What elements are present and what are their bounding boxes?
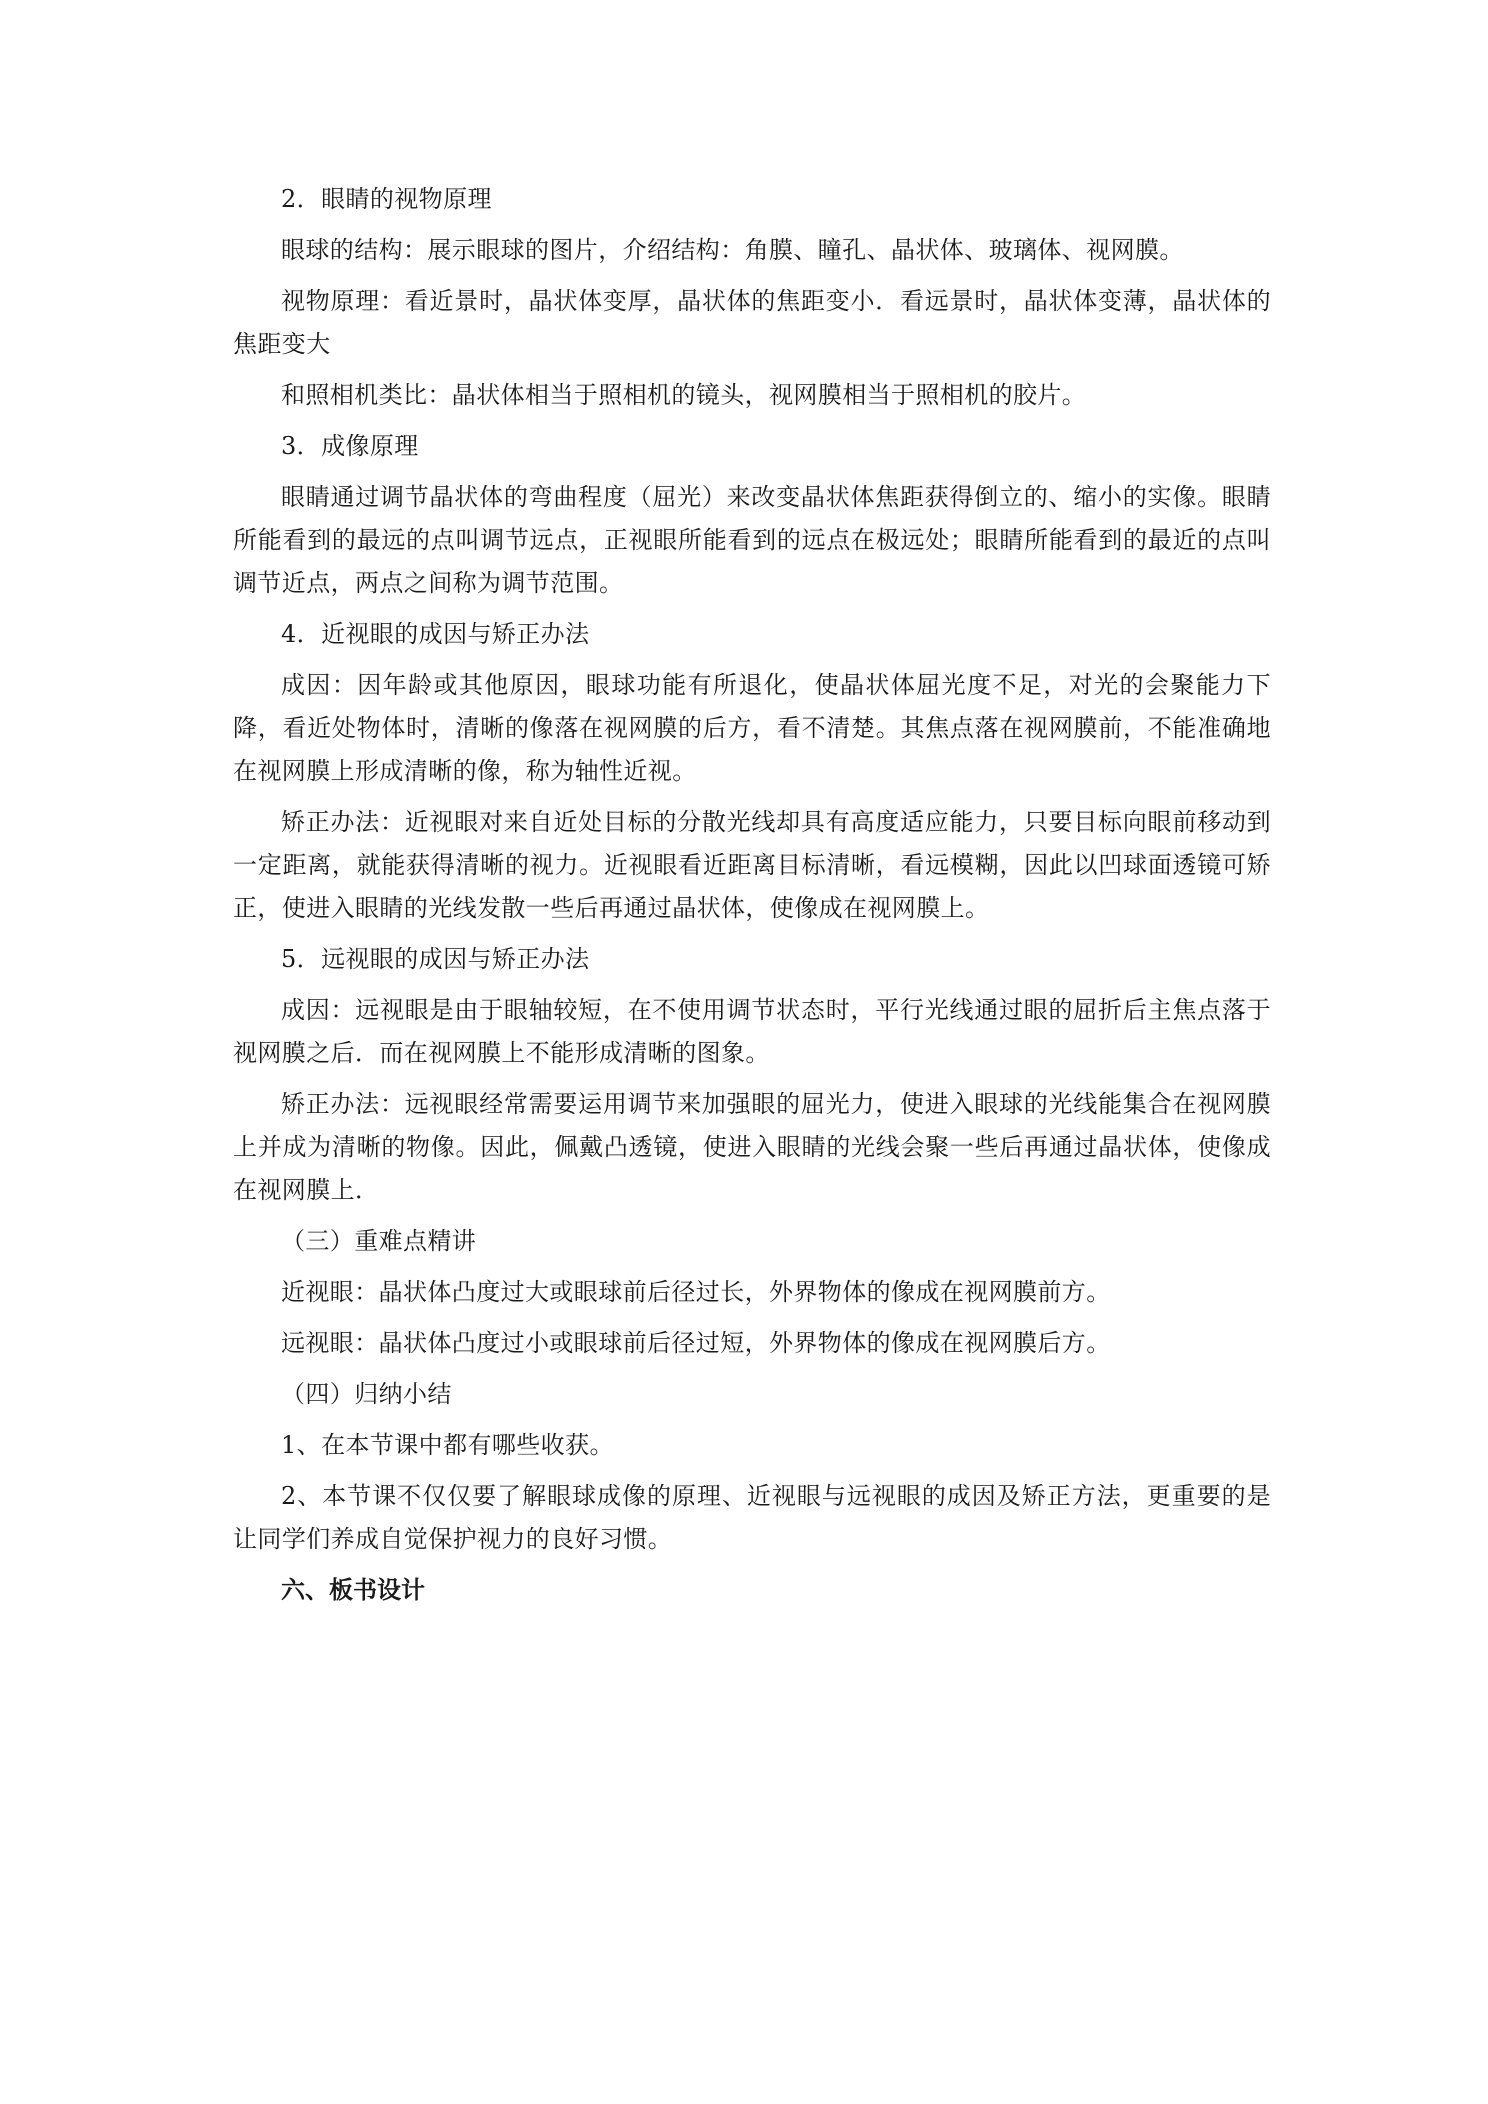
paragraph-eyeball-structure: 眼球的结构：展示眼球的图片，介绍结构：角膜、瞳孔、晶状体、玻璃体、视网膜。 xyxy=(281,236,1184,264)
paragraph-camera-analogy: 和照相机类比：晶状体相当于照相机的镜头，视网膜相当于照相机的胶片。 xyxy=(281,381,1087,409)
subheading-eye-vision-principle: 2．眼睛的视物原理 xyxy=(281,185,492,213)
paragraph-imaging-principle: 眼睛通过调节晶状体的弯曲程度（屈光）来改变晶状体焦距获得倒立的、缩小的实像。眼睛所能看到的最远的点叫调节远点，正视眼所能看到的远点在极远处；眼睛所能看到的最近的点叫调节近点，两点之间称为调节范围。 xyxy=(233,483,1271,597)
paragraph-hyperopia-cause: 成因：远视眼是由于眼轴较短，在不使用调节状态时，平行光线通过眼的屈折后主焦点落于视网膜之后．而在视网膜上不能形成清晰的图象。 xyxy=(233,996,1271,1067)
paragraph-summary-1: 1、在本节课中都有哪些收获。 xyxy=(281,1431,614,1459)
paragraph-myopia-summary: 近视眼：晶状体凸度过大或眼球前后径过长，外界物体的像成在视网膜前方。 xyxy=(281,1278,1111,1306)
subheading-key-points: （三）重难点精讲 xyxy=(281,1227,477,1255)
paragraph-vision-principle: 视物原理：看近景时，晶状体变厚，晶状体的焦距变小．看远景时，晶状体变薄，晶状体的焦距变大 xyxy=(233,287,1271,358)
subheading-hyperopia: 5．远视眼的成因与矫正办法 xyxy=(281,945,590,973)
paragraph-hyperopia-summary: 远视眼：晶状体凸度过小或眼球前后径过短，外界物体的像成在视网膜后方。 xyxy=(281,1329,1111,1357)
paragraph-summary-2: 2、本节课不仅仅要了解眼球成像的原理、近视眼与远视眼的成因及矫正方法，更重要的是让同学们养成自觉保护视力的良好习惯。 xyxy=(233,1482,1271,1553)
subheading-imaging-principle: 3．成像原理 xyxy=(281,432,419,460)
section-heading-board-design: 六、板书设计 xyxy=(281,1576,425,1604)
paragraph-myopia-correction: 矫正办法：近视眼对来自近处目标的分散光线却具有高度适应能力，只要目标向眼前移动到一定距离，就能获得清晰的视力。近视眼看近距离目标清晰，看远模糊，因此以凹球面透镜可矫正，使进入眼睛的光线发散一些后再通过晶状体，使像成在视网膜上。 xyxy=(233,808,1271,922)
document-body xyxy=(233,178,1271,1620)
subheading-summary: （四）归纳小结 xyxy=(281,1380,452,1408)
paragraph-hyperopia-correction: 矫正办法：远视眼经常需要运用调节来加强眼的屈光力，使进入眼球的光线能集合在视网膜上并成为清晰的物像。因此，佩戴凸透镜，使进入眼睛的光线会聚一些后再通过晶状体，使像成在视网膜上． xyxy=(233,1090,1271,1204)
paragraph-myopia-cause: 成因：因年龄或其他原因，眼球功能有所退化，使晶状体屈光度不足，对光的会聚能力下降，看近处物体时，清晰的像落在视网膜的后方，看不清楚。其焦点落在视网膜前，不能准确地在视网膜上形成清晰的像，称为轴性近视。 xyxy=(233,671,1271,785)
subheading-myopia: 4．近视眼的成因与矫正办法 xyxy=(281,620,590,648)
